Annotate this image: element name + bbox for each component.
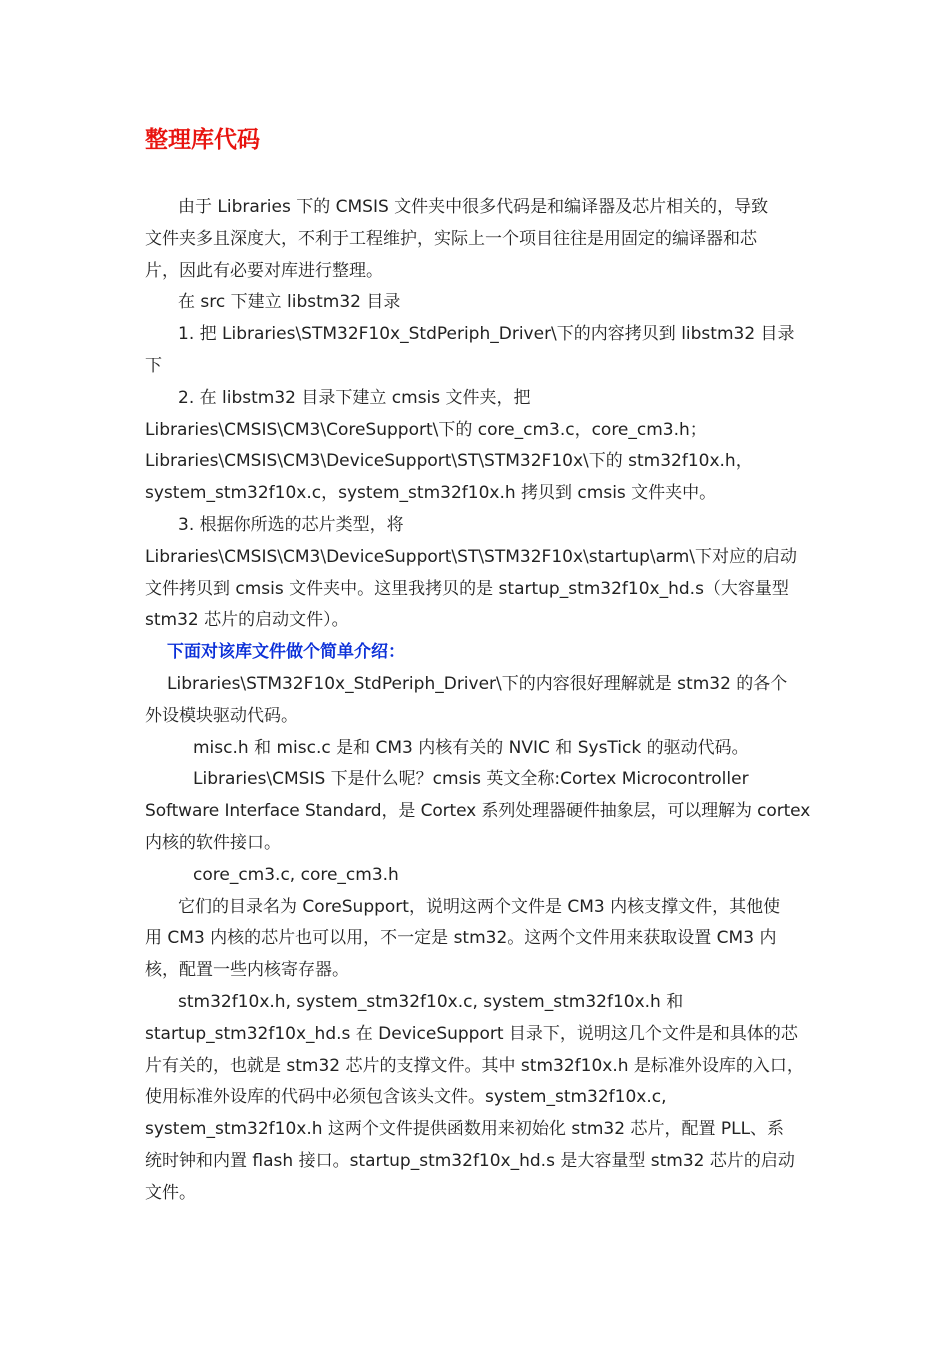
paragraph-line: startup_stm32f10x_hd.s 在 DeviceSupport 目录下，说明这几个文件是和具体的芯 — [145, 1023, 798, 1044]
paragraph-line: 外设模块驱动代码。 — [145, 705, 298, 726]
paragraph-line: 用 CM3 内核的芯片也可以用，不一定是 stm32。这两个文件用来获取设置 CM3 内 — [145, 928, 777, 949]
section-heading: 下面对该库文件做个简单介绍： — [167, 642, 405, 663]
step-line: 下 — [145, 355, 162, 376]
step-line: stm32 芯片的启动文件）。 — [145, 610, 349, 631]
paragraph-line: 文件夹多且深度大，不利于工程维护，实际上一个项目往往是用固定的编译器和芯 — [145, 228, 757, 249]
step-line: system_stm32f10x.c，system_stm32f10x.h 拷贝到 cmsis 文件夹中。 — [145, 483, 717, 504]
step-line: 1. 把 Libraries\STM32F10x_StdPeriph_Driver\下的内容拷贝到 libstm32 目录 — [178, 324, 795, 345]
paragraph-line: 片有关的，也就是 stm32 芯片的支撑文件。其中 stm32f10x.h 是标准外设库的入口， — [145, 1055, 804, 1076]
step-line: 2. 在 libstm32 目录下建立 cmsis 文件夹，把 — [178, 387, 531, 408]
step-line: Libraries\CMSIS\CM3\DeviceSupport\ST\STM32F10x\startup\arm\下对应的启动 — [145, 546, 798, 567]
step-line: 3. 根据你所选的芯片类型，将 — [178, 514, 404, 535]
paragraph-line: 由于 Libraries 下的 CMSIS 文件夹中很多代码是和编译器及芯片相关的，导致 — [178, 197, 769, 217]
paragraph-line: Libraries\STM32F10x_StdPeriph_Driver\下的内容很好理解就是 stm32 的各个 — [167, 673, 788, 694]
paragraph-line: 核，配置一些内核寄存器。 — [145, 960, 349, 981]
paragraph-line: stm32f10x.h, system_stm32f10x.c, system_stm32f10x.h 和 — [178, 991, 684, 1012]
paragraph-line: 统时钟和内置 flash 接口。startup_stm32f10x_hd.s 是大容量型 stm32 芯片的启动 — [145, 1150, 795, 1171]
paragraph-line: Software Interface Standard，是 Cortex 系列处理器硬件抽象层，可以理解为 cortex — [145, 801, 811, 822]
paragraph-line: 内核的软件接口。 — [145, 832, 281, 853]
paragraph-line: system_stm32f10x.h 这两个文件提供函数用来初始化 stm32 芯片，配置 PLL、系 — [145, 1119, 785, 1140]
step-line: Libraries\CMSIS\CM3\CoreSupport\下的 core_cm3.c，core_cm3.h； — [145, 419, 707, 440]
paragraph-line: 文件。 — [145, 1182, 196, 1203]
paragraph-line: misc.h 和 misc.c 是和 CM3 内核有关的 NVIC 和 SysTick 的驱动代码。 — [193, 737, 749, 758]
paragraph-line: 在 src 下建立 libstm32 目录 — [178, 292, 401, 313]
step-line: Libraries\CMSIS\CM3\DeviceSupport\ST\STM32F10x\下的 stm32f10x.h， — [145, 451, 753, 472]
paragraph-line: 使用标准外设库的代码中必须包含该头文件。system_stm32f10x.c, — [145, 1087, 667, 1108]
step-line: 文件拷贝到 cmsis 文件夹中。这里我拷贝的是 startup_stm32f10x_hd.s（大容量型 — [145, 578, 789, 599]
document-body — [145, 192, 810, 1210]
page-title: 整理库代码 — [145, 127, 260, 153]
paragraph-line: 它们的目录名为 CoreSupport，说明这两个文件是 CM3 内核支撑文件，其他使 — [178, 896, 781, 917]
paragraph-line: Libraries\CMSIS 下是什么呢？cmsis 英文全称:Cortex Microcontroller — [193, 769, 749, 790]
paragraph-line: 片，因此有必要对库进行整理。 — [145, 260, 383, 281]
paragraph-line: core_cm3.c, core_cm3.h — [193, 864, 399, 885]
